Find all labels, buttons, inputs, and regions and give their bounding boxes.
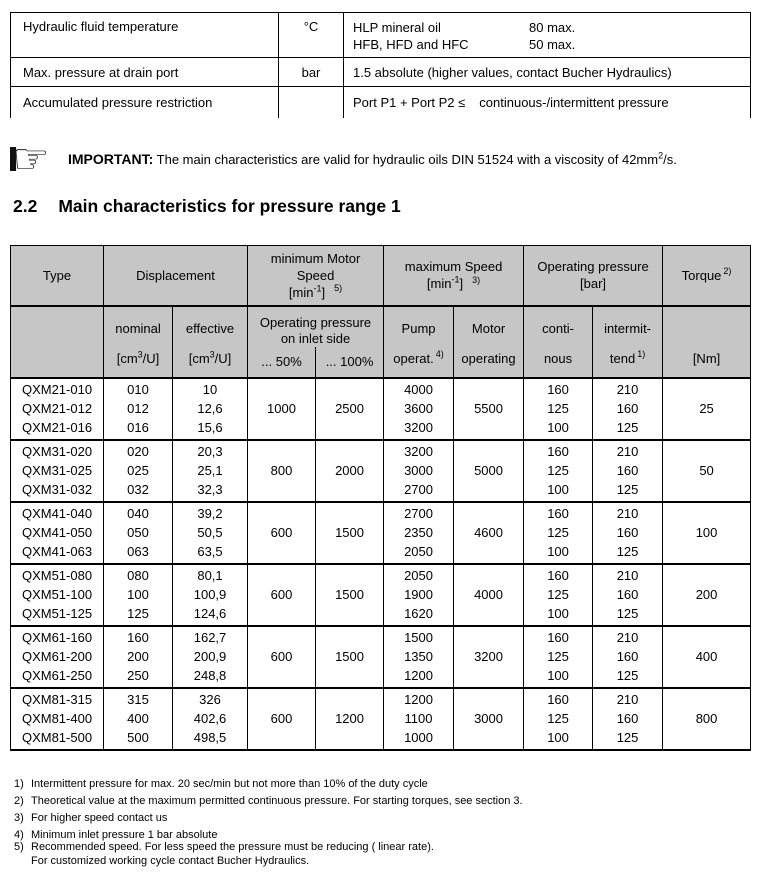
- min-speed-50-cell: 1000: [248, 378, 316, 440]
- footnote-text: Minimum inlet pressure 1 bar absolute: [31, 829, 218, 841]
- footnote: [14, 778, 754, 790]
- pump-operating-speed-cell: 3200 3000 2700: [384, 440, 454, 502]
- spec-table: [10, 12, 751, 118]
- section-number: 2.2: [13, 196, 38, 216]
- torque-cell: 200: [663, 564, 751, 626]
- motor-operating-speed-cell: 4600: [454, 502, 524, 564]
- type-cell: QXM31-020 QXM31-025 QXM31-032: [11, 440, 104, 502]
- col-header-nominal: nominal $[cm^3/U]$: [104, 306, 173, 378]
- note-label: IMPORTANT:: [68, 151, 154, 167]
- intermittent-pressure-cell: 210 160 125: [593, 626, 663, 688]
- spec-value-line: [353, 36, 750, 53]
- spec-row-fluid-temperature: [11, 13, 751, 58]
- motor-operating-speed-cell: 4000: [454, 564, 524, 626]
- continuous-pressure-cell: 160 125 100: [524, 626, 593, 688]
- spec-value: [344, 13, 751, 58]
- important-note: [10, 135, 755, 182]
- pressure-formula-tail: continuous-/intermittent pressure: [479, 94, 669, 110]
- table-group-row: [11, 626, 751, 688]
- continuous-pressure-cell: 160 125 100: [524, 688, 593, 750]
- motor-operating-speed-cell: 5500: [454, 378, 524, 440]
- col-header-torque: Torque $^{2)}$: [663, 246, 751, 306]
- footnote-marker: 3): [14, 812, 24, 824]
- footnote-text: Theoretical value at the maximum permitted continuous pressure. For starting torques, see section 3.: [31, 795, 523, 807]
- min-speed-100-cell: 1500: [316, 502, 384, 564]
- col-header-effective: effective $[cm^3/U]$: [173, 306, 248, 378]
- col-header-min-motor-speed: minimum Motor Speed $[\min^{-1}]$ $^{5)}$: [248, 246, 384, 306]
- table-group-row: [11, 440, 751, 502]
- min-speed-50-cell: 600: [248, 688, 316, 750]
- intermittent-pressure-cell: 210 160 125: [593, 688, 663, 750]
- main-table-body: [11, 378, 751, 750]
- nominal-displacement-cell: 160 200 250: [104, 626, 173, 688]
- header-row-2: [11, 306, 751, 378]
- footnote: [14, 812, 754, 824]
- col-header-inlet-pressure: Operating pressure on inlet side ... 50% ... 100%: [248, 306, 384, 378]
- col-header-50-percent: ... 50%: [261, 354, 302, 369]
- torque-cell: 25: [663, 378, 751, 440]
- table-group-row: [11, 378, 751, 440]
- min-speed-100-cell: 2000: [316, 440, 384, 502]
- note-tail: /s.: [663, 152, 677, 167]
- continuous-pressure-cell: 160 125 100: [524, 378, 593, 440]
- footnote: [14, 841, 754, 853]
- footnote: [14, 829, 754, 841]
- table-group-row: [11, 564, 751, 626]
- footnotes: [14, 778, 754, 867]
- nominal-displacement-cell: 010 012 016: [104, 378, 173, 440]
- torque-cell: 100: [663, 502, 751, 564]
- type-cell: QXM81-315 QXM81-400 QXM81-500: [11, 688, 104, 750]
- motor-operating-speed-cell: 3200: [454, 626, 524, 688]
- col-header-type-empty: [11, 306, 104, 378]
- footnote-text: Recommended speed. For less speed the pressure must be reducing ( linear rate).: [31, 841, 434, 853]
- footnote-text: For higher speed contact us: [31, 812, 168, 824]
- min-speed-50-cell: 600: [248, 564, 316, 626]
- motor-operating-speed-cell: 5000: [454, 440, 524, 502]
- pump-operating-speed-cell: 1200 1100 1000: [384, 688, 454, 750]
- min-speed-100-cell: 1500: [316, 564, 384, 626]
- pump-operating-speed-cell: 4000 3600 3200: [384, 378, 454, 440]
- footnote-marker: 5): [14, 841, 24, 853]
- motor-operating-speed-cell: 3000: [454, 688, 524, 750]
- footnote-marker: 2): [14, 795, 24, 807]
- type-cell: QXM51-080 QXM51-100 QXM51-125: [11, 564, 104, 626]
- header-row-1: [11, 246, 751, 306]
- col-header-100-percent: ... 100%: [315, 347, 383, 377]
- col-header-intermittent: intermit- tend $^{1)}$: [593, 306, 663, 378]
- col-header-motor-operating: Motor operating: [454, 306, 524, 378]
- type-cell: QXM21-010 QXM21-012 QXM21-016: [11, 378, 104, 440]
- nominal-displacement-cell: 315 400 500: [104, 688, 173, 750]
- effective-displacement-cell: 39,2 50,5 63,5: [173, 502, 248, 564]
- pointing-hand-icon: ☞: [12, 135, 50, 182]
- spec-label: Hydraulic fluid temperature: [11, 13, 279, 58]
- section-heading: [13, 196, 401, 217]
- footnote-marker: 1): [14, 778, 24, 790]
- spec-unit: bar: [279, 58, 344, 87]
- continuous-pressure-cell: 160 125 100: [524, 502, 593, 564]
- col-header-type: Type: [11, 246, 104, 306]
- pump-operating-speed-cell: 1500 1350 1200: [384, 626, 454, 688]
- continuous-pressure-cell: 160 125 100: [524, 440, 593, 502]
- note-exponent: 2: [658, 150, 664, 161]
- pressure-formula: Port P1 + Port P2 ≤: [353, 94, 466, 110]
- nominal-displacement-cell: 020 025 032: [104, 440, 173, 502]
- fluid-name: HLP mineral oil: [353, 20, 441, 35]
- fluid-name: HFB, HFD and HFC: [353, 37, 469, 52]
- fluid-limit: 50 max.: [529, 37, 576, 52]
- spec-value-line: [353, 19, 750, 36]
- table-group-row: [11, 502, 751, 564]
- pump-operating-speed-cell: 2700 2350 2050: [384, 502, 454, 564]
- effective-displacement-cell: 326 402,6 498,5: [173, 688, 248, 750]
- spec-value: 1.5 absolute (higher values, contact Bucher Hydraulics): [344, 58, 751, 87]
- torque-cell: 50: [663, 440, 751, 502]
- main-characteristics-table: [10, 245, 751, 751]
- effective-displacement-cell: 162,7 200,9 248,8: [173, 626, 248, 688]
- note-text: [68, 151, 677, 167]
- type-cell: QXM41-040 QXM41-050 QXM41-063: [11, 502, 104, 564]
- intermittent-pressure-cell: 210 160 125: [593, 564, 663, 626]
- min-speed-50-cell: 600: [248, 502, 316, 564]
- col-header-continuous: conti- nous: [524, 306, 593, 378]
- spec-label: Max. pressure at drain port: [11, 58, 279, 87]
- min-speed-50-cell: 800: [248, 440, 316, 502]
- footnote: [14, 795, 754, 807]
- intermittent-pressure-cell: 210 160 125: [593, 440, 663, 502]
- section-title: Main characteristics for pressure range 1: [58, 196, 401, 216]
- spec-value: [344, 87, 751, 118]
- min-speed-100-cell: 1500: [316, 626, 384, 688]
- note-body: The main characteristics are valid for hydraulic oils DIN 51524 with a viscosity of 42mm: [153, 152, 659, 167]
- spec-unit: [279, 87, 344, 118]
- col-header-operating-pressure: Operating pressure [bar]: [524, 246, 663, 306]
- spec-unit: °C: [279, 13, 344, 58]
- footnote-marker: 4): [14, 829, 24, 841]
- type-cell: QXM61-160 QXM61-200 QXM61-250: [11, 626, 104, 688]
- effective-displacement-cell: 80,1 100,9 124,6: [173, 564, 248, 626]
- fluid-limit: 80 max.: [529, 20, 576, 35]
- footnote-text: Intermittent pressure for max. 20 sec/min but not more than 10% of the duty cycle: [31, 778, 428, 790]
- pump-operating-speed-cell: 2050 1900 1620: [384, 564, 454, 626]
- spec-row-drain-port-pressure: [11, 58, 751, 87]
- continuous-pressure-cell: 160 125 100: [524, 564, 593, 626]
- min-speed-100-cell: 2500: [316, 378, 384, 440]
- effective-displacement-cell: 10 12,6 15,6: [173, 378, 248, 440]
- effective-displacement-cell: 20,3 25,1 32,3: [173, 440, 248, 502]
- min-speed-100-cell: 1200: [316, 688, 384, 750]
- nominal-displacement-cell: 080 100 125: [104, 564, 173, 626]
- min-speed-50-cell: 600: [248, 626, 316, 688]
- col-header-displacement: Displacement: [104, 246, 248, 306]
- col-header-pump-operat: Pump operat. $^{4)}$: [384, 306, 454, 378]
- footnote-continuation: For customized working cycle contact Bucher Hydraulics.: [31, 855, 310, 867]
- table-group-row: [11, 688, 751, 750]
- col-header-nm: [Nm]: [663, 306, 751, 378]
- nominal-displacement-cell: 040 050 063: [104, 502, 173, 564]
- torque-cell: 400: [663, 626, 751, 688]
- spec-row-accumulated-pressure: [11, 87, 751, 118]
- torque-cell: 800: [663, 688, 751, 750]
- intermittent-pressure-cell: 210 160 125: [593, 378, 663, 440]
- intermittent-pressure-cell: 210 160 125: [593, 502, 663, 564]
- col-header-max-speed: maximum Speed $[\min^{-1}]$ $^{3)}$: [384, 246, 524, 306]
- spec-label: Accumulated pressure restriction: [11, 87, 279, 118]
